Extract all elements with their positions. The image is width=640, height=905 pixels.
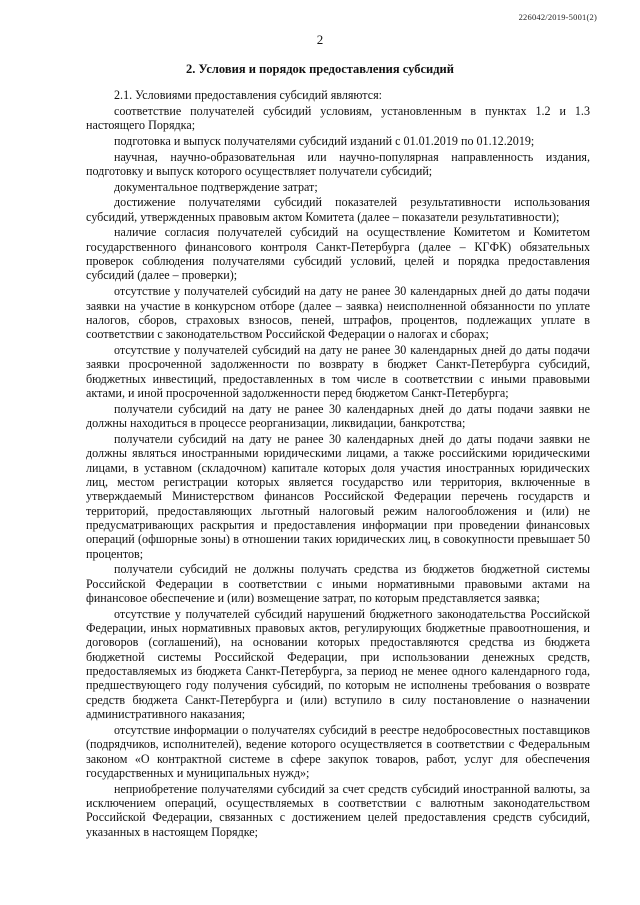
paragraph: наличие согласия получателей субсидий на осуществление Комитетом и Комитетом государственного финансового контроля Санкт-Петербурга (далее – КГФК) обязательных проверок соблюдения получателями субсидий условий, целей и порядка предоставления субсидий (далее – проверки); — [86, 225, 590, 283]
document-body — [86, 88, 590, 840]
paragraph: подготовка и выпуск получателями субсидий изданий с 01.01.2019 по 01.12.2019; — [114, 133, 535, 148]
document-number: 226042/2019-5001(2) — [518, 12, 597, 22]
paragraph: отсутствие информации о получателях субсидий в реестре недобросовестных поставщиков (подрядчиков, исполнителей), ведение которого осуществляется в соответствии с Федеральным законом «О контрактной системе в сфере закупок товаров, работ, услуг для обеспечения государственных и муниципальных нужд»; — [86, 722, 590, 780]
paragraph: 2.1. Условиями предоставления субсидий являются: — [114, 88, 383, 102]
paragraph: отсутствие у получателей субсидий на дату не ранее 30 календарных дней до даты подачи заявки на участие в конкурсном отборе (далее – заявка) неисполненной обязанности по уплате налогов, сборов, страховых взносов, пеней, штрафов, процентов, подлежащих уплате в соответствии с законодательством Российской Федерации о налогах и сборах; — [86, 284, 590, 342]
paragraph: документальное подтверждение затрат; — [114, 179, 318, 194]
paragraph: достижение получателями субсидий показателей результативности использования субсидий, утвержденных правовым актом Комитета (далее – показатели результативности); — [86, 195, 590, 224]
paragraph: неприобретение получателями субсидий за счет средств субсидий иностранной валюты, за исключением операций, осуществляемых в соответствии с валютным законодательством Российской Федерации, связанных с достижением целей предоставления средств субсидий, указанных в настоящем Порядке; — [86, 781, 590, 839]
section-title: 2. Условия и порядок предоставления субсидий — [186, 62, 454, 76]
paragraph: получатели субсидий не должны получать средства из бюджетов бюджетной системы Российской Федерации в соответствии с иными нормативными правовыми актами на финансовое обеспечение и (или) возмещение затрат, по которым представляется заявка; — [86, 562, 590, 605]
paragraph: отсутствие у получателей субсидий нарушений бюджетного законодательства Российской Федерации, иных нормативных правовых актов, регулирующих бюджетные правоотношения, и договоров (соглашений), на основании которых предоставляются средства из бюджета бюджетной системы Российской Федерации, при использовании денежных средств, предоставляемых из бюджета Санкт-Петербурга, за период не менее одного календарного года, предшествующего году получения субсидий, по которым не исполнены требования о возврате средств бюджета Санкт-Петербурга и (или) вступило в силу постановление о назначении административного наказания; — [86, 606, 590, 722]
paragraph: научная, научно-образовательная или научно-популярная направленность издания, подготовку и выпуск которого осуществляет получатели субсидий; — [86, 149, 590, 178]
paragraph: отсутствие у получателей субсидий на дату не ранее 30 календарных дней до даты подачи заявки просроченной задолженности по возврату в бюджет Санкт-Петербурга субсидий, бюджетных инвестиций, предоставленных в том числе в соответствии с иными правовыми актами, и иной просроченной задолженности перед бюджетом Санкт-Петербурга; — [86, 342, 590, 400]
paragraph: получатели субсидий на дату не ранее 30 календарных дней до даты подачи заявки не должны являться иностранными юридическими лицами, а также российскими юридическими лицами, в уставном (складочном) капитале которых доля участия иностранных юридических лиц, местом регистрации которых является государство или территория, включенные в утверждаемый Министерством финансов Российской Федерации перечень государств и территорий, предоставляющих льготный налоговый режим налогообложения и (или) не предусматривающих раскрытия и предоставления информации при проведении финансовых операций (офшорные зоны) в отношении таких юридических лиц, в совокупности превышает 50 процентов; — [86, 431, 590, 561]
page-number: 2 — [316, 32, 324, 47]
paragraph: получатели субсидий на дату не ранее 30 календарных дней до даты подачи заявки не должны находиться в процессе реорганизации, ликвидации, банкротства; — [86, 401, 590, 431]
paragraph: соответствие получателей субсидий условиям, установленным в пунктах 1.2 и 1.3 настоящего Порядка; — [86, 103, 590, 133]
